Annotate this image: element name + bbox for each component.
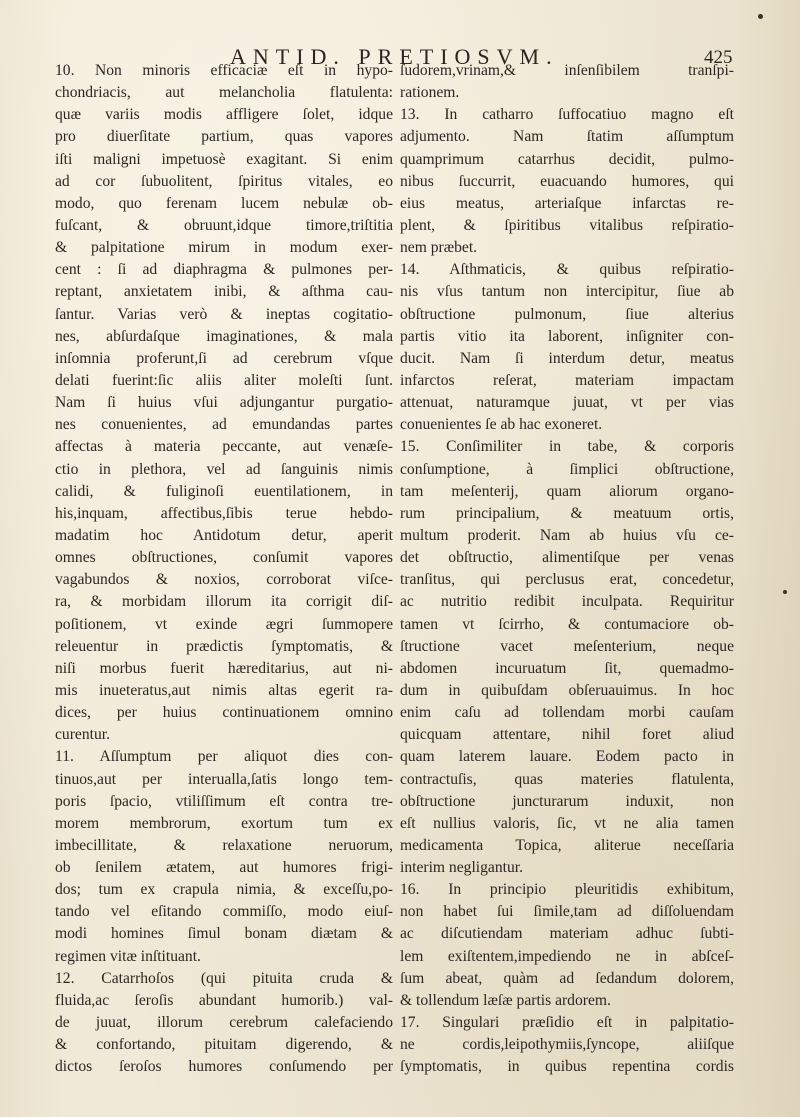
text-line: tranſitus, qui perclusus erat, concedetur, bbox=[400, 571, 734, 589]
text-line: nem præbet. bbox=[400, 239, 478, 257]
text-line: ra, & morbidam illorum ita corrigit diſ- bbox=[55, 593, 393, 611]
text-line: curentur. bbox=[55, 726, 110, 744]
text-line: fuſcant, & obruunt,idque timore,triſtitia bbox=[55, 216, 393, 234]
text-line: obſtructione juncturarum induxit, non bbox=[400, 792, 734, 810]
text-line: dices, per huius continuationem omnino bbox=[55, 704, 393, 722]
text-line: rationem. bbox=[400, 84, 460, 102]
text-line: ob ſenilem ætatem, aut humores frigi- bbox=[55, 859, 393, 877]
text-line: eſt nullius valoris, ſic, vt ne alia tamen bbox=[400, 814, 734, 832]
page-number: 425 bbox=[704, 47, 733, 68]
text-line: lem exiſtentem,impediendo ne in abſceſ- bbox=[400, 947, 734, 965]
text-line: ad cor ſubuolitent, ſpiritus vitales, eo bbox=[55, 172, 393, 190]
text-line: quamprimum catarrhus decidit, pulmo- bbox=[400, 150, 734, 168]
text-line: Nam ſi huius vſui adjungantur purgatio- bbox=[55, 394, 393, 412]
text-line: ac diſcutiendam materiam adhuc ſubti- bbox=[400, 925, 734, 943]
text-line: vagabundos & noxios, corroborat viſce- bbox=[55, 571, 393, 589]
text-line: dum in quibuſdam obſeruauimus. In hoc bbox=[400, 681, 734, 699]
text-line: interim negligantur. bbox=[400, 859, 523, 877]
text-line: tamen vt ſcirrho, & contumaciore ob- bbox=[400, 615, 734, 633]
text-line: 15. Conſimiliter in tabe, & corporis bbox=[400, 438, 734, 456]
text-line: non habet ſui ſimile,tam ad diſſoluendam bbox=[400, 903, 734, 921]
text-line: partis vitio ita laborent, inſigniter con- bbox=[400, 327, 734, 345]
text-line: & confortando, pituitam digerendo, & bbox=[55, 1036, 393, 1054]
ink-speck bbox=[783, 590, 787, 594]
text-line: poſitionem, vt exinde ægri ſummopere bbox=[55, 615, 393, 633]
text-line: chondriacis, aut melancholia flatulenta: bbox=[55, 84, 393, 102]
text-line: nes conuenientes, ad emundandas partes bbox=[55, 416, 393, 434]
text-line: tinuos,aut per interualla,ſatis longo tem- bbox=[55, 770, 393, 788]
text-line: enim caſu ad tollendam morbi cauſam bbox=[400, 704, 734, 722]
text-line: modo, quo ferenam lucem nebulæ ob- bbox=[55, 194, 393, 212]
text-line: dictos ſeroſos humores conſumendo per bbox=[55, 1058, 393, 1076]
text-line: calidi, & fuliginoſi euentilationem, in bbox=[55, 482, 393, 500]
text-line: 16. In principio pleuritidis exhibitum, bbox=[400, 881, 734, 899]
running-head: ANTID. PRETIOSVM. bbox=[230, 44, 559, 69]
text-line: 11. Aſſumptum per aliquot dies con- bbox=[55, 748, 393, 766]
text-line: abdomen incuruatum ſit, quemadmo- bbox=[400, 659, 734, 677]
text-line: nibus ſuccurrit, euacuando humores, qui bbox=[400, 172, 734, 190]
text-line: plent, & ſpiritibus vitalibus reſpiratio- bbox=[400, 216, 734, 234]
text-line: ſtructione vacet meſenterium, neque bbox=[400, 637, 734, 655]
text-line: ſantur. Varias verò & ineptas cogitatio- bbox=[55, 305, 393, 323]
text-line: medicamenta Topica, aliterue neceſſaria bbox=[400, 836, 734, 854]
text-line: 13. In catharro ſuffocatiuo magno eſt bbox=[400, 106, 734, 124]
text-line: his,inquam, affectibus,ſibis terue hebdo- bbox=[55, 504, 393, 522]
text-line: regimen vitæ inſtituant. bbox=[55, 947, 201, 965]
text-line: eius meatus, arteriaſque infarctas re- bbox=[400, 194, 734, 212]
text-line: delati fuerint:ſic aliis aliter moleſti ſunt. bbox=[55, 371, 393, 389]
text-line: ſymptomatis, in quibus repentina cordis bbox=[400, 1058, 734, 1076]
text-line: ſudorem,vrinam,& inſenſibilem tranſpi- bbox=[400, 62, 734, 79]
text-line: multum proderit. Nam ab huius vſu ce- bbox=[400, 526, 734, 544]
text-line: affectas à materia peccante, aut venæſe- bbox=[55, 438, 393, 456]
left-column bbox=[55, 60, 393, 1078]
text-line: ducit. Nam ſi interdum detur, meatus bbox=[400, 349, 734, 367]
text-line: det obſtructio, alimentiſque per venas bbox=[400, 549, 734, 567]
right-column bbox=[400, 60, 734, 1078]
text-line: 10. Non minoris efficaciæ eſt in hypo- bbox=[55, 62, 393, 79]
text-line: infarctos reſerat, materiam impactam bbox=[400, 371, 734, 389]
text-line: morem membrorum, exortum tum ex bbox=[55, 814, 393, 832]
text-line: ne cordis,leipothymiis,ſyncope, aliiſque bbox=[400, 1036, 734, 1054]
text-line: modi homines ſimul bonam diætam & bbox=[55, 925, 393, 943]
text-line: conuenientes ſe ab hac exoneret. bbox=[400, 416, 603, 434]
text-line: mis inueteratus,aut nimis altas egerit ra- bbox=[55, 681, 393, 699]
text-line: 12. Catarrhoſos (qui pituita cruda & bbox=[55, 969, 393, 987]
text-line: nes, abſurdaſque imaginationes, & mala bbox=[55, 327, 393, 345]
text-line: releuentur in prædictis ſymptomatis, & bbox=[55, 637, 393, 655]
text-line: & tollendum læſæ partis ardorem. bbox=[400, 991, 611, 1009]
text-line: nis vſus tantum non intercipitur, ſiue ab bbox=[400, 283, 734, 301]
text-line: quæ variis modis affligere ſolet, idque bbox=[55, 106, 393, 124]
text-line: tando vel eſitando commiſſo, modo eiuſ- bbox=[55, 903, 393, 921]
text-line: reptant, anxietatem inibi, & aſthma cau- bbox=[55, 283, 393, 301]
text-line: attenuat, naturamque juuat, vt per vias bbox=[400, 394, 734, 412]
ink-speck bbox=[758, 14, 763, 19]
text-line: imbecillitate, & relaxatione neruorum, bbox=[55, 836, 393, 854]
text-line: pro diuerſitate partium, quas vapores bbox=[55, 128, 393, 146]
text-line: inſomnia proferunt,ſi ad cerebrum vſque bbox=[55, 349, 393, 367]
text-line: ctio in plethora, vel ad ſanguinis nimis bbox=[55, 460, 393, 478]
text-line: ſum abeat, quàm ad ſedandum dolorem, bbox=[400, 969, 734, 987]
text-line: dos; tum ex crapula nimia, & exceſſu,po- bbox=[55, 881, 393, 899]
text-line: poris ſpacio, vtiliſſimum eſt contra tre- bbox=[55, 792, 393, 810]
text-line: niſi morbus fuerit hæreditarius, aut ni- bbox=[55, 659, 393, 677]
text-line: cent : ſi ad diaphragma & pulmones per- bbox=[55, 261, 393, 279]
text-line: ac nutritio redibit inculpata. Requiritur bbox=[400, 593, 734, 611]
text-line: 14. Aſthmaticis, & quibus reſpiratio- bbox=[400, 261, 734, 279]
text-line: fluida,ac ſeroſis abundant humorib.) val- bbox=[55, 991, 393, 1009]
text-line: adjumento. Nam ſtatim aſſumptum bbox=[400, 128, 734, 146]
text-line: contractuſis, quas materies flatulenta, bbox=[400, 770, 734, 788]
text-line: conſumptione, à ſimplici obſtructione, bbox=[400, 460, 734, 478]
text-line: iſti maligni impetuosè exagitant. Si enim bbox=[55, 150, 393, 168]
text-line: quam laterem lauare. Eodem pacto in bbox=[400, 748, 734, 766]
text-line: omnes obſtructiones, conſumit vapores bbox=[55, 549, 393, 567]
text-line: obſtructione pulmonum, ſiue alterius bbox=[400, 305, 734, 323]
text-line: rum principalium, & meatuum ortis, bbox=[400, 504, 734, 522]
text-line: madatim hoc Antidotum detur, aperit bbox=[55, 526, 393, 544]
text-line: 17. Singulari præſidio eſt in palpitatio- bbox=[400, 1014, 734, 1032]
text-line: & palpitatione mirum in modum exer- bbox=[55, 239, 393, 257]
text-line: de juuat, illorum cerebrum calefaciendo bbox=[55, 1014, 393, 1032]
text-line: quicquam attentare, nihil foret aliud bbox=[400, 726, 734, 744]
text-line: tam meſenterij, quam aliorum organo- bbox=[400, 482, 734, 500]
